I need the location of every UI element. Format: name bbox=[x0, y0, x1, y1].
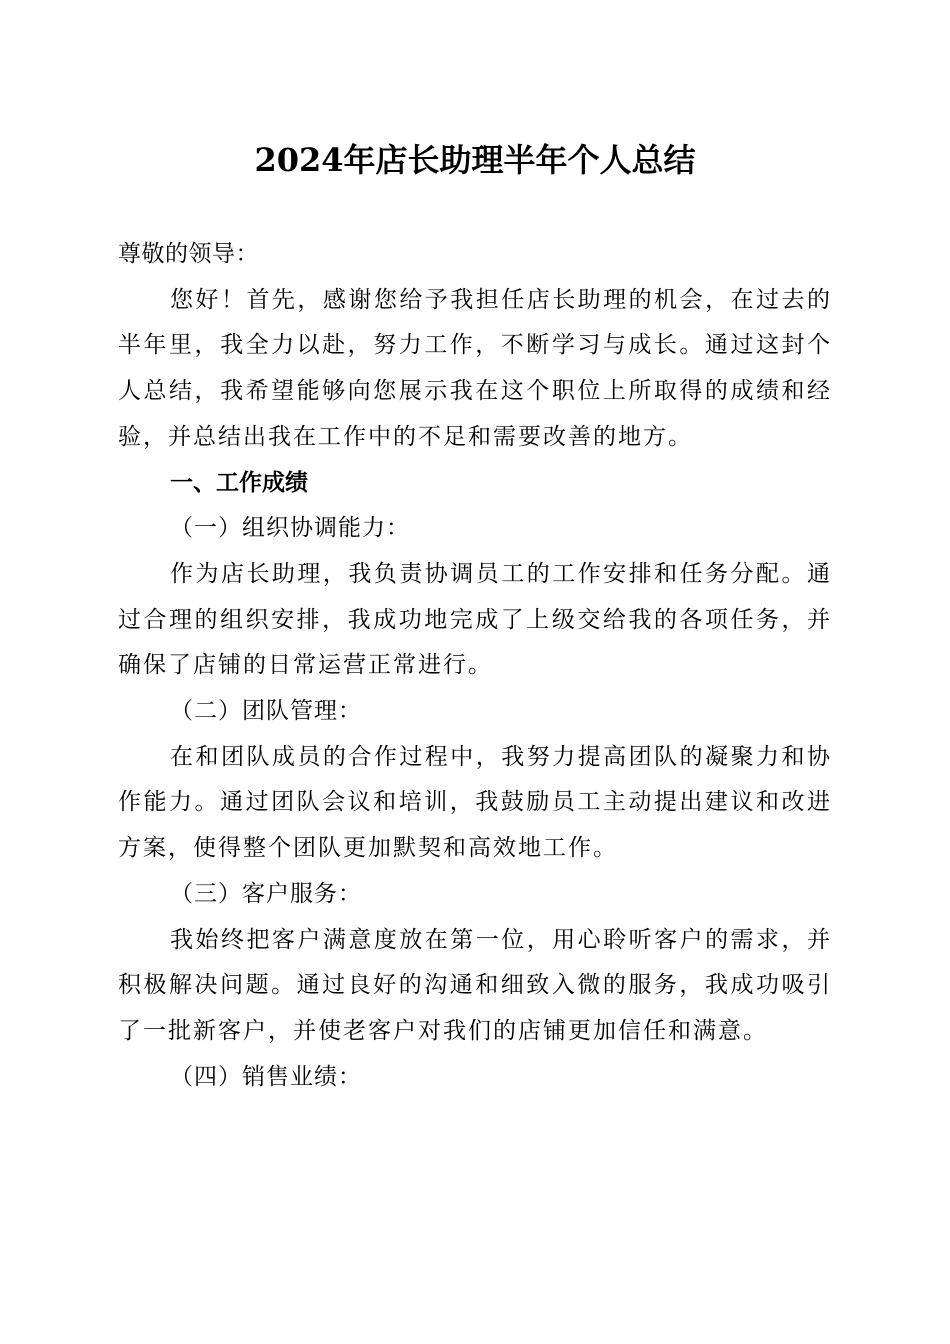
section-heading-work-achievements: 一、工作成绩 bbox=[170, 469, 308, 496]
paragraph-team-management: 在和团队成员的合作过程中，我努力提高团队的凝聚力和协作能力。通过团队会议和培训，我鼓励员工主动提出建议和改进方案，使得整个团队更加默契和高效地工作。 bbox=[118, 743, 832, 862]
subheading-sales-performance: （四）销售业绩： bbox=[170, 1063, 362, 1090]
subheading-coordination: （一）组织协调能力： bbox=[170, 515, 410, 542]
paragraph-customer-service: 我始终把客户满意度放在第一位，用心聆听客户的需求，并积极解决问题。通过良好的沟通和细致入微的服务，我成功吸引了一批新客户，并使老客户对我们的店铺更加信任和满意。 bbox=[118, 926, 832, 1044]
salutation: 尊敬的领导： bbox=[118, 241, 259, 267]
subheading-customer-service: （三）客户服务： bbox=[170, 880, 362, 907]
paragraph-coordination: 作为店长助理，我负责协调员工的工作安排和任务分配。通过合理的组织安排，我成功地完成了上级交给我的各项任务，并确保了店铺的日常运营正常进行。 bbox=[118, 560, 832, 679]
document-title: 2024年店长助理半年个人总结 bbox=[254, 141, 696, 179]
intro-paragraph: 您好！首先，感谢您给予我担任店长助理的机会，在过去的半年里，我全力以赴，努力工作，不断学习与成长。通过这封个人总结，我希望能够向您展示我在这个职位上所取得的成绩和经验，并总结出我在工作中的不足和需要改善的地方。 bbox=[118, 286, 832, 450]
document-body bbox=[118, 232, 832, 1100]
subheading-team-management: （二）团队管理： bbox=[170, 698, 362, 725]
